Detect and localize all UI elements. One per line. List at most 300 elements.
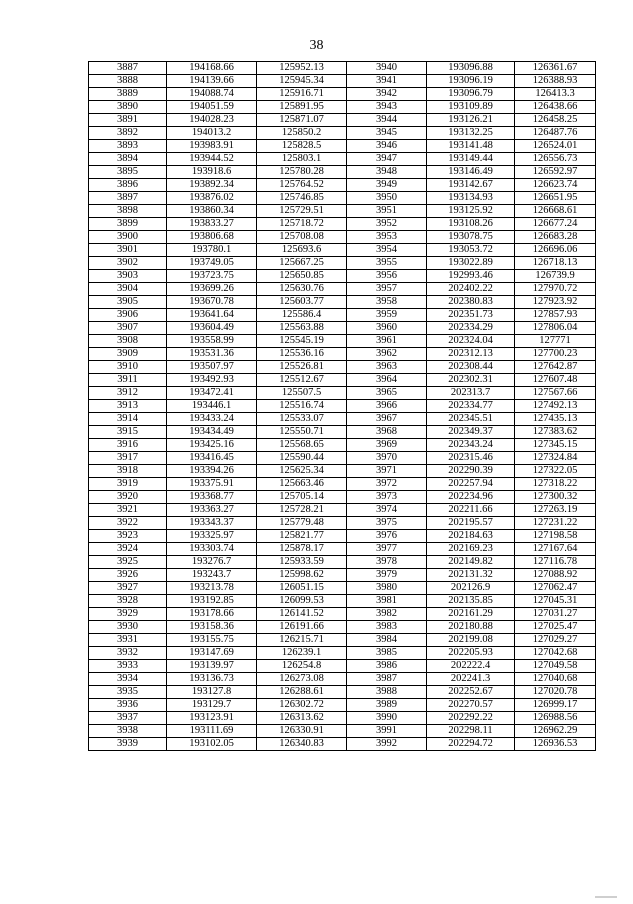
y-coord-left-cell: 125728.21: [257, 504, 347, 517]
y-coord-right-cell: 126487.76: [515, 127, 596, 140]
x-coord-left-cell: 193139.97: [167, 660, 257, 673]
y-coord-left-cell: 125625.34: [257, 465, 347, 478]
point-id-left-cell: 3917: [89, 452, 167, 465]
x-coord-right-cell: 193134.93: [427, 192, 515, 205]
point-id-right-cell: 3955: [347, 257, 427, 270]
x-coord-left-cell: 193558.99: [167, 335, 257, 348]
y-coord-left-cell: 125650.85: [257, 270, 347, 283]
table-row: [89, 673, 596, 686]
y-coord-left-cell: 125891.95: [257, 101, 347, 114]
point-id-left-cell: 3912: [89, 387, 167, 400]
x-coord-right-cell: 202169.23: [427, 543, 515, 556]
x-coord-right-cell: 202380.83: [427, 296, 515, 309]
table-row: [89, 400, 596, 413]
point-id-left-cell: 3918: [89, 465, 167, 478]
point-id-right-cell: 3962: [347, 348, 427, 361]
y-coord-left-cell: 125779.48: [257, 517, 347, 530]
point-id-left-cell: 3915: [89, 426, 167, 439]
point-id-right-cell: 3946: [347, 140, 427, 153]
x-coord-left-cell: 193918.6: [167, 166, 257, 179]
x-coord-left-cell: 193155.75: [167, 634, 257, 647]
y-coord-left-cell: 125945.34: [257, 75, 347, 88]
y-coord-left-cell: 125536.16: [257, 348, 347, 361]
point-id-left-cell: 3894: [89, 153, 167, 166]
point-id-left-cell: 3923: [89, 530, 167, 543]
y-coord-left-cell: 126215.71: [257, 634, 347, 647]
y-coord-left-cell: 125545.19: [257, 335, 347, 348]
y-coord-left-cell: 125526.81: [257, 361, 347, 374]
point-id-right-cell: 3981: [347, 595, 427, 608]
x-coord-right-cell: 193126.21: [427, 114, 515, 127]
y-coord-left-cell: 125516.74: [257, 400, 347, 413]
point-id-left-cell: 3911: [89, 374, 167, 387]
table-row: [89, 608, 596, 621]
point-id-left-cell: 3921: [89, 504, 167, 517]
point-id-right-cell: 3976: [347, 530, 427, 543]
point-id-left-cell: 3914: [89, 413, 167, 426]
point-id-right-cell: 3956: [347, 270, 427, 283]
x-coord-left-cell: 193670.78: [167, 296, 257, 309]
table-row: [89, 712, 596, 725]
y-coord-right-cell: 127062.47: [515, 582, 596, 595]
y-coord-right-cell: 127198.58: [515, 530, 596, 543]
x-coord-left-cell: 193213.78: [167, 582, 257, 595]
point-id-left-cell: 3916: [89, 439, 167, 452]
y-coord-left-cell: 125998.62: [257, 569, 347, 582]
point-id-right-cell: 3960: [347, 322, 427, 335]
y-coord-right-cell: 126999.17: [515, 699, 596, 712]
y-coord-right-cell: 127700.23: [515, 348, 596, 361]
x-coord-right-cell: 202135.85: [427, 595, 515, 608]
point-id-left-cell: 3925: [89, 556, 167, 569]
table-row: [89, 244, 596, 257]
table-row: [89, 530, 596, 543]
x-coord-right-cell: 202292.22: [427, 712, 515, 725]
point-id-right-cell: 3970: [347, 452, 427, 465]
x-coord-right-cell: 202131.32: [427, 569, 515, 582]
x-coord-left-cell: 193833.27: [167, 218, 257, 231]
point-id-right-cell: 3940: [347, 62, 427, 75]
point-id-right-cell: 3957: [347, 283, 427, 296]
point-id-left-cell: 3932: [89, 647, 167, 660]
point-id-left-cell: 3889: [89, 88, 167, 101]
x-coord-right-cell: 202351.73: [427, 309, 515, 322]
x-coord-right-cell: 202308.44: [427, 361, 515, 374]
table-row: [89, 491, 596, 504]
table-row: [89, 205, 596, 218]
point-id-left-cell: 3907: [89, 322, 167, 335]
x-coord-right-cell: 202180.88: [427, 621, 515, 634]
x-coord-right-cell: 202149.82: [427, 556, 515, 569]
point-id-right-cell: 3965: [347, 387, 427, 400]
x-coord-left-cell: 193699.26: [167, 283, 257, 296]
x-coord-left-cell: 193243.7: [167, 569, 257, 582]
point-id-left-cell: 3896: [89, 179, 167, 192]
x-coord-left-cell: 193102.05: [167, 738, 257, 751]
x-coord-right-cell: 193149.44: [427, 153, 515, 166]
y-coord-right-cell: 126668.61: [515, 205, 596, 218]
table-row: [89, 374, 596, 387]
x-coord-left-cell: 194168.66: [167, 62, 257, 75]
x-coord-left-cell: 193446.1: [167, 400, 257, 413]
point-id-right-cell: 3973: [347, 491, 427, 504]
table-row: [89, 75, 596, 88]
table-row: [89, 465, 596, 478]
point-id-right-cell: 3982: [347, 608, 427, 621]
point-id-left-cell: 3902: [89, 257, 167, 270]
y-coord-right-cell: 127116.78: [515, 556, 596, 569]
point-id-left-cell: 3898: [89, 205, 167, 218]
table-row: [89, 348, 596, 361]
point-id-right-cell: 3989: [347, 699, 427, 712]
point-id-left-cell: 3890: [89, 101, 167, 114]
point-id-left-cell: 3904: [89, 283, 167, 296]
x-coord-right-cell: 192993.46: [427, 270, 515, 283]
y-coord-left-cell: 126191.66: [257, 621, 347, 634]
x-coord-right-cell: 202313.7: [427, 387, 515, 400]
table-row: [89, 504, 596, 517]
y-coord-right-cell: 127324.84: [515, 452, 596, 465]
point-id-left-cell: 3909: [89, 348, 167, 361]
table-row: [89, 634, 596, 647]
y-coord-right-cell: 127040.68: [515, 673, 596, 686]
y-coord-left-cell: 126288.61: [257, 686, 347, 699]
x-coord-left-cell: 193158.36: [167, 621, 257, 634]
y-coord-right-cell: 126413.3: [515, 88, 596, 101]
point-id-left-cell: 3920: [89, 491, 167, 504]
y-coord-left-cell: 125590.44: [257, 452, 347, 465]
table-row: [89, 179, 596, 192]
y-coord-right-cell: 127923.92: [515, 296, 596, 309]
table-row: [89, 582, 596, 595]
x-coord-right-cell: 193053.72: [427, 244, 515, 257]
point-id-left-cell: 3919: [89, 478, 167, 491]
y-coord-right-cell: 127042.68: [515, 647, 596, 660]
table-row: [89, 361, 596, 374]
y-coord-right-cell: 126623.74: [515, 179, 596, 192]
x-coord-left-cell: 193375.91: [167, 478, 257, 491]
point-id-left-cell: 3927: [89, 582, 167, 595]
y-coord-right-cell: 126718.13: [515, 257, 596, 270]
y-coord-left-cell: 125586.4: [257, 309, 347, 322]
x-coord-right-cell: 202270.57: [427, 699, 515, 712]
y-coord-right-cell: 127020.78: [515, 686, 596, 699]
point-id-left-cell: 3939: [89, 738, 167, 751]
point-id-left-cell: 3929: [89, 608, 167, 621]
table-row: [89, 322, 596, 335]
point-id-right-cell: 3954: [347, 244, 427, 257]
point-id-right-cell: 3974: [347, 504, 427, 517]
y-coord-left-cell: 125563.88: [257, 322, 347, 335]
point-id-right-cell: 3945: [347, 127, 427, 140]
point-id-right-cell: 3978: [347, 556, 427, 569]
point-id-right-cell: 3953: [347, 231, 427, 244]
y-coord-right-cell: 127045.31: [515, 595, 596, 608]
table-row: [89, 218, 596, 231]
x-coord-right-cell: 202161.29: [427, 608, 515, 621]
x-coord-right-cell: 202211.66: [427, 504, 515, 517]
y-coord-left-cell: 125708.08: [257, 231, 347, 244]
x-coord-left-cell: 193325.97: [167, 530, 257, 543]
y-coord-left-cell: 125512.67: [257, 374, 347, 387]
y-coord-left-cell: 126302.72: [257, 699, 347, 712]
x-coord-left-cell: 194139.66: [167, 75, 257, 88]
table-row: [89, 452, 596, 465]
x-coord-left-cell: 193507.97: [167, 361, 257, 374]
table-row: [89, 569, 596, 582]
y-coord-right-cell: 127345.15: [515, 439, 596, 452]
x-coord-left-cell: 193363.27: [167, 504, 257, 517]
point-id-right-cell: 3942: [347, 88, 427, 101]
x-coord-left-cell: 193472.41: [167, 387, 257, 400]
point-id-left-cell: 3930: [89, 621, 167, 634]
y-coord-left-cell: 125933.59: [257, 556, 347, 569]
y-coord-left-cell: 126273.08: [257, 673, 347, 686]
y-coord-left-cell: 125533.07: [257, 413, 347, 426]
table-row: [89, 140, 596, 153]
y-coord-right-cell: 126962.29: [515, 725, 596, 738]
point-id-left-cell: 3900: [89, 231, 167, 244]
x-coord-right-cell: 193125.92: [427, 205, 515, 218]
point-id-left-cell: 3924: [89, 543, 167, 556]
x-coord-left-cell: 193944.52: [167, 153, 257, 166]
y-coord-left-cell: 125952.13: [257, 62, 347, 75]
x-coord-right-cell: 202315.46: [427, 452, 515, 465]
point-id-left-cell: 3913: [89, 400, 167, 413]
x-coord-right-cell: 202302.31: [427, 374, 515, 387]
coordinate-table-body: [89, 62, 596, 751]
point-id-left-cell: 3903: [89, 270, 167, 283]
y-coord-right-cell: 127383.62: [515, 426, 596, 439]
y-coord-right-cell: 127970.72: [515, 283, 596, 296]
point-id-left-cell: 3935: [89, 686, 167, 699]
x-coord-left-cell: 194088.74: [167, 88, 257, 101]
table-row: [89, 699, 596, 712]
table-row: [89, 101, 596, 114]
y-coord-left-cell: 125603.77: [257, 296, 347, 309]
y-coord-left-cell: 125746.85: [257, 192, 347, 205]
y-coord-right-cell: 127806.04: [515, 322, 596, 335]
x-coord-left-cell: 193425.16: [167, 439, 257, 452]
x-coord-right-cell: 193109.89: [427, 101, 515, 114]
x-coord-left-cell: 193394.26: [167, 465, 257, 478]
x-coord-left-cell: 193983.91: [167, 140, 257, 153]
y-coord-left-cell: 125878.17: [257, 543, 347, 556]
x-coord-left-cell: 193123.91: [167, 712, 257, 725]
x-coord-left-cell: 193780.1: [167, 244, 257, 257]
x-coord-right-cell: 193132.25: [427, 127, 515, 140]
x-coord-left-cell: 193723.75: [167, 270, 257, 283]
table-row: [89, 257, 596, 270]
point-id-right-cell: 3967: [347, 413, 427, 426]
y-coord-left-cell: 126099.53: [257, 595, 347, 608]
x-coord-left-cell: 193641.64: [167, 309, 257, 322]
x-coord-right-cell: 193142.67: [427, 179, 515, 192]
y-coord-left-cell: 125630.76: [257, 283, 347, 296]
x-coord-right-cell: 202334.77: [427, 400, 515, 413]
point-id-right-cell: 3948: [347, 166, 427, 179]
point-id-right-cell: 3958: [347, 296, 427, 309]
x-coord-right-cell: 193096.88: [427, 62, 515, 75]
point-id-left-cell: 3938: [89, 725, 167, 738]
y-coord-right-cell: 127492.13: [515, 400, 596, 413]
y-coord-left-cell: 125718.72: [257, 218, 347, 231]
point-id-right-cell: 3968: [347, 426, 427, 439]
y-coord-right-cell: 127322.05: [515, 465, 596, 478]
y-coord-left-cell: 125764.52: [257, 179, 347, 192]
x-coord-right-cell: 193146.49: [427, 166, 515, 179]
point-id-right-cell: 3979: [347, 569, 427, 582]
point-id-left-cell: 3928: [89, 595, 167, 608]
point-id-right-cell: 3943: [347, 101, 427, 114]
point-id-right-cell: 3969: [347, 439, 427, 452]
x-coord-left-cell: 193129.7: [167, 699, 257, 712]
x-coord-left-cell: 193492.93: [167, 374, 257, 387]
y-coord-left-cell: 125871.07: [257, 114, 347, 127]
y-coord-right-cell: 126936.53: [515, 738, 596, 751]
point-id-right-cell: 3964: [347, 374, 427, 387]
point-id-left-cell: 3922: [89, 517, 167, 530]
y-coord-right-cell: 126438.66: [515, 101, 596, 114]
y-coord-right-cell: 127025.47: [515, 621, 596, 634]
x-coord-right-cell: 202234.96: [427, 491, 515, 504]
y-coord-right-cell: 127049.58: [515, 660, 596, 673]
y-coord-right-cell: 127263.19: [515, 504, 596, 517]
table-row: [89, 426, 596, 439]
y-coord-right-cell: 126651.95: [515, 192, 596, 205]
table-row: [89, 439, 596, 452]
x-coord-left-cell: 193416.45: [167, 452, 257, 465]
table-row: [89, 725, 596, 738]
point-id-left-cell: 3926: [89, 569, 167, 582]
x-coord-left-cell: 193434.49: [167, 426, 257, 439]
y-coord-right-cell: 126696.06: [515, 244, 596, 257]
table-row: [89, 335, 596, 348]
x-coord-left-cell: 193343.37: [167, 517, 257, 530]
point-id-right-cell: 3941: [347, 75, 427, 88]
point-id-left-cell: 3910: [89, 361, 167, 374]
table-row: [89, 192, 596, 205]
x-coord-left-cell: 193303.74: [167, 543, 257, 556]
x-coord-right-cell: 202345.51: [427, 413, 515, 426]
point-id-left-cell: 3895: [89, 166, 167, 179]
point-id-right-cell: 3984: [347, 634, 427, 647]
x-coord-right-cell: 193022.89: [427, 257, 515, 270]
table-row: [89, 686, 596, 699]
point-id-right-cell: 3992: [347, 738, 427, 751]
y-coord-right-cell: 126458.25: [515, 114, 596, 127]
x-coord-right-cell: 202252.67: [427, 686, 515, 699]
x-coord-right-cell: 202126.9: [427, 582, 515, 595]
x-coord-right-cell: 202298.11: [427, 725, 515, 738]
x-coord-left-cell: 193433.24: [167, 413, 257, 426]
table-row: [89, 270, 596, 283]
table-row: [89, 309, 596, 322]
point-id-left-cell: 3887: [89, 62, 167, 75]
point-id-left-cell: 3905: [89, 296, 167, 309]
y-coord-left-cell: 125507.5: [257, 387, 347, 400]
point-id-right-cell: 3961: [347, 335, 427, 348]
table-row: [89, 647, 596, 660]
table-row: [89, 595, 596, 608]
x-coord-left-cell: 193860.34: [167, 205, 257, 218]
y-coord-right-cell: 126592.97: [515, 166, 596, 179]
point-id-right-cell: 3950: [347, 192, 427, 205]
y-coord-right-cell: 127300.32: [515, 491, 596, 504]
y-coord-left-cell: 126313.62: [257, 712, 347, 725]
y-coord-right-cell: 127435.13: [515, 413, 596, 426]
point-id-left-cell: 3906: [89, 309, 167, 322]
y-coord-right-cell: 126388.93: [515, 75, 596, 88]
y-coord-left-cell: 126254.8: [257, 660, 347, 673]
y-coord-right-cell: 127567.66: [515, 387, 596, 400]
y-coord-right-cell: 126361.67: [515, 62, 596, 75]
y-coord-right-cell: 126556.73: [515, 153, 596, 166]
table-row: [89, 296, 596, 309]
x-coord-left-cell: 193749.05: [167, 257, 257, 270]
point-id-left-cell: 3897: [89, 192, 167, 205]
point-id-right-cell: 3985: [347, 647, 427, 660]
point-id-left-cell: 3908: [89, 335, 167, 348]
page-number: 38: [309, 38, 324, 53]
table-row: [89, 556, 596, 569]
point-id-left-cell: 3937: [89, 712, 167, 725]
x-coord-left-cell: 193876.02: [167, 192, 257, 205]
y-coord-left-cell: 125803.1: [257, 153, 347, 166]
y-coord-right-cell: 127771: [515, 335, 596, 348]
point-id-right-cell: 3988: [347, 686, 427, 699]
point-id-right-cell: 3990: [347, 712, 427, 725]
y-coord-right-cell: 126677.24: [515, 218, 596, 231]
y-coord-left-cell: 126051.15: [257, 582, 347, 595]
x-coord-left-cell: 194051.59: [167, 101, 257, 114]
coordinate-table: [88, 61, 596, 751]
x-coord-right-cell: 202222.4: [427, 660, 515, 673]
point-id-right-cell: 3966: [347, 400, 427, 413]
table-row: [89, 62, 596, 75]
x-coord-right-cell: 202290.39: [427, 465, 515, 478]
y-coord-left-cell: 125850.2: [257, 127, 347, 140]
table-row: [89, 660, 596, 673]
point-id-right-cell: 3949: [347, 179, 427, 192]
x-coord-left-cell: 193892.34: [167, 179, 257, 192]
point-id-left-cell: 3901: [89, 244, 167, 257]
y-coord-left-cell: 126239.1: [257, 647, 347, 660]
y-coord-right-cell: 127167.64: [515, 543, 596, 556]
point-id-right-cell: 3987: [347, 673, 427, 686]
y-coord-right-cell: 127088.92: [515, 569, 596, 582]
y-coord-left-cell: 125828.5: [257, 140, 347, 153]
x-coord-left-cell: 193276.7: [167, 556, 257, 569]
y-coord-left-cell: 125705.14: [257, 491, 347, 504]
point-id-left-cell: 3931: [89, 634, 167, 647]
table-row: [89, 621, 596, 634]
point-id-right-cell: 3991: [347, 725, 427, 738]
point-id-right-cell: 3959: [347, 309, 427, 322]
y-coord-right-cell: 127029.27: [515, 634, 596, 647]
y-coord-left-cell: 125821.77: [257, 530, 347, 543]
x-coord-right-cell: 202199.08: [427, 634, 515, 647]
y-coord-left-cell: 125667.25: [257, 257, 347, 270]
x-coord-right-cell: 202349.37: [427, 426, 515, 439]
table-row: [89, 413, 596, 426]
point-id-right-cell: 3963: [347, 361, 427, 374]
y-coord-right-cell: 126683.28: [515, 231, 596, 244]
x-coord-right-cell: 193078.75: [427, 231, 515, 244]
y-coord-right-cell: 127607.48: [515, 374, 596, 387]
point-id-right-cell: 3944: [347, 114, 427, 127]
x-coord-right-cell: 202257.94: [427, 478, 515, 491]
